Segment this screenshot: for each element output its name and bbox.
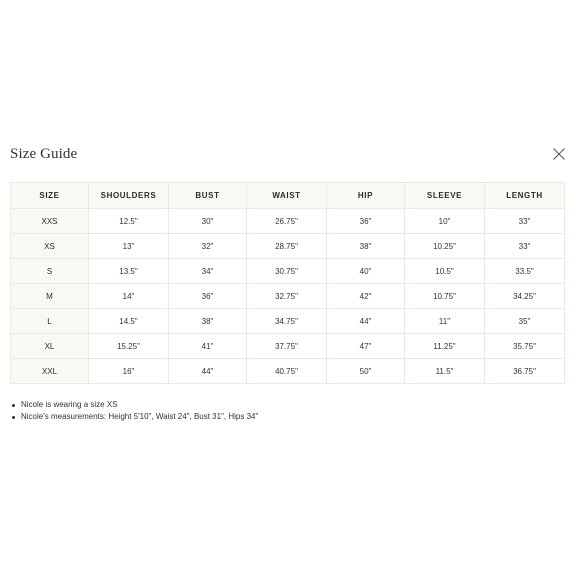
cell-waist: 28.75" xyxy=(247,234,327,259)
cell-size: XS xyxy=(11,234,89,259)
cell-hip: 40" xyxy=(327,259,405,284)
cell-waist: 34.75" xyxy=(247,309,327,334)
cell-bust: 30" xyxy=(169,209,247,234)
cell-sleeve: 10.25" xyxy=(405,234,485,259)
table-row xyxy=(11,209,565,234)
cell-waist: 37.75" xyxy=(247,334,327,359)
table-row xyxy=(11,309,565,334)
cell-sleeve: 10" xyxy=(405,209,485,234)
size-table xyxy=(10,182,565,384)
cell-hip: 50" xyxy=(327,359,405,384)
header-waist: WAIST xyxy=(247,183,327,209)
table-row xyxy=(11,359,565,384)
cell-shoulders: 14.5" xyxy=(89,309,169,334)
cell-bust: 32" xyxy=(169,234,247,259)
header-length: LENGTH xyxy=(485,183,565,209)
header-shoulders: SHOULDERS xyxy=(89,183,169,209)
list-item: Nicole's measurements: Height 5'10", Waist 24", Bust 31", Hips 34" xyxy=(10,411,258,423)
model-notes xyxy=(10,399,258,423)
cell-length: 34.25" xyxy=(485,284,565,309)
cell-length: 33" xyxy=(485,234,565,259)
cell-length: 36.75" xyxy=(485,359,565,384)
cell-size: L xyxy=(11,309,89,334)
cell-hip: 36" xyxy=(327,209,405,234)
cell-sleeve: 11.5" xyxy=(405,359,485,384)
cell-shoulders: 12.5" xyxy=(89,209,169,234)
cell-shoulders: 13" xyxy=(89,234,169,259)
cell-shoulders: 13.5" xyxy=(89,259,169,284)
cell-bust: 41" xyxy=(169,334,247,359)
list-item: Nicole is wearing a size XS xyxy=(10,399,258,411)
cell-hip: 42" xyxy=(327,284,405,309)
cell-hip: 38" xyxy=(327,234,405,259)
cell-bust: 36" xyxy=(169,284,247,309)
cell-sleeve: 11.25" xyxy=(405,334,485,359)
close-icon xyxy=(552,147,566,161)
table-row xyxy=(11,334,565,359)
cell-size: XXL xyxy=(11,359,89,384)
table-row xyxy=(11,284,565,309)
cell-waist: 40.75" xyxy=(247,359,327,384)
close-button[interactable] xyxy=(552,147,566,161)
cell-length: 35.75" xyxy=(485,334,565,359)
cell-sleeve: 10.5" xyxy=(405,259,485,284)
cell-shoulders: 16" xyxy=(89,359,169,384)
cell-waist: 26.75" xyxy=(247,209,327,234)
header-sleeve: SLEEVE xyxy=(405,183,485,209)
header-bust: BUST xyxy=(169,183,247,209)
cell-size: M xyxy=(11,284,89,309)
cell-length: 35" xyxy=(485,309,565,334)
cell-hip: 47" xyxy=(327,334,405,359)
header-hip: HIP xyxy=(327,183,405,209)
cell-shoulders: 15.25" xyxy=(89,334,169,359)
cell-size: XXS xyxy=(11,209,89,234)
cell-bust: 34" xyxy=(169,259,247,284)
cell-waist: 30.75" xyxy=(247,259,327,284)
header-size: SIZE xyxy=(11,183,89,209)
modal-title: Size Guide xyxy=(10,146,78,162)
cell-length: 33.5" xyxy=(485,259,565,284)
cell-length: 33" xyxy=(485,209,565,234)
cell-size: XL xyxy=(11,334,89,359)
cell-shoulders: 14" xyxy=(89,284,169,309)
table-row xyxy=(11,259,565,284)
cell-sleeve: 10.75" xyxy=(405,284,485,309)
cell-hip: 44" xyxy=(327,309,405,334)
table-header-row xyxy=(11,183,565,209)
cell-bust: 44" xyxy=(169,359,247,384)
cell-waist: 32.75" xyxy=(247,284,327,309)
cell-size: S xyxy=(11,259,89,284)
cell-sleeve: 11" xyxy=(405,309,485,334)
cell-bust: 38" xyxy=(169,309,247,334)
table-row xyxy=(11,234,565,259)
